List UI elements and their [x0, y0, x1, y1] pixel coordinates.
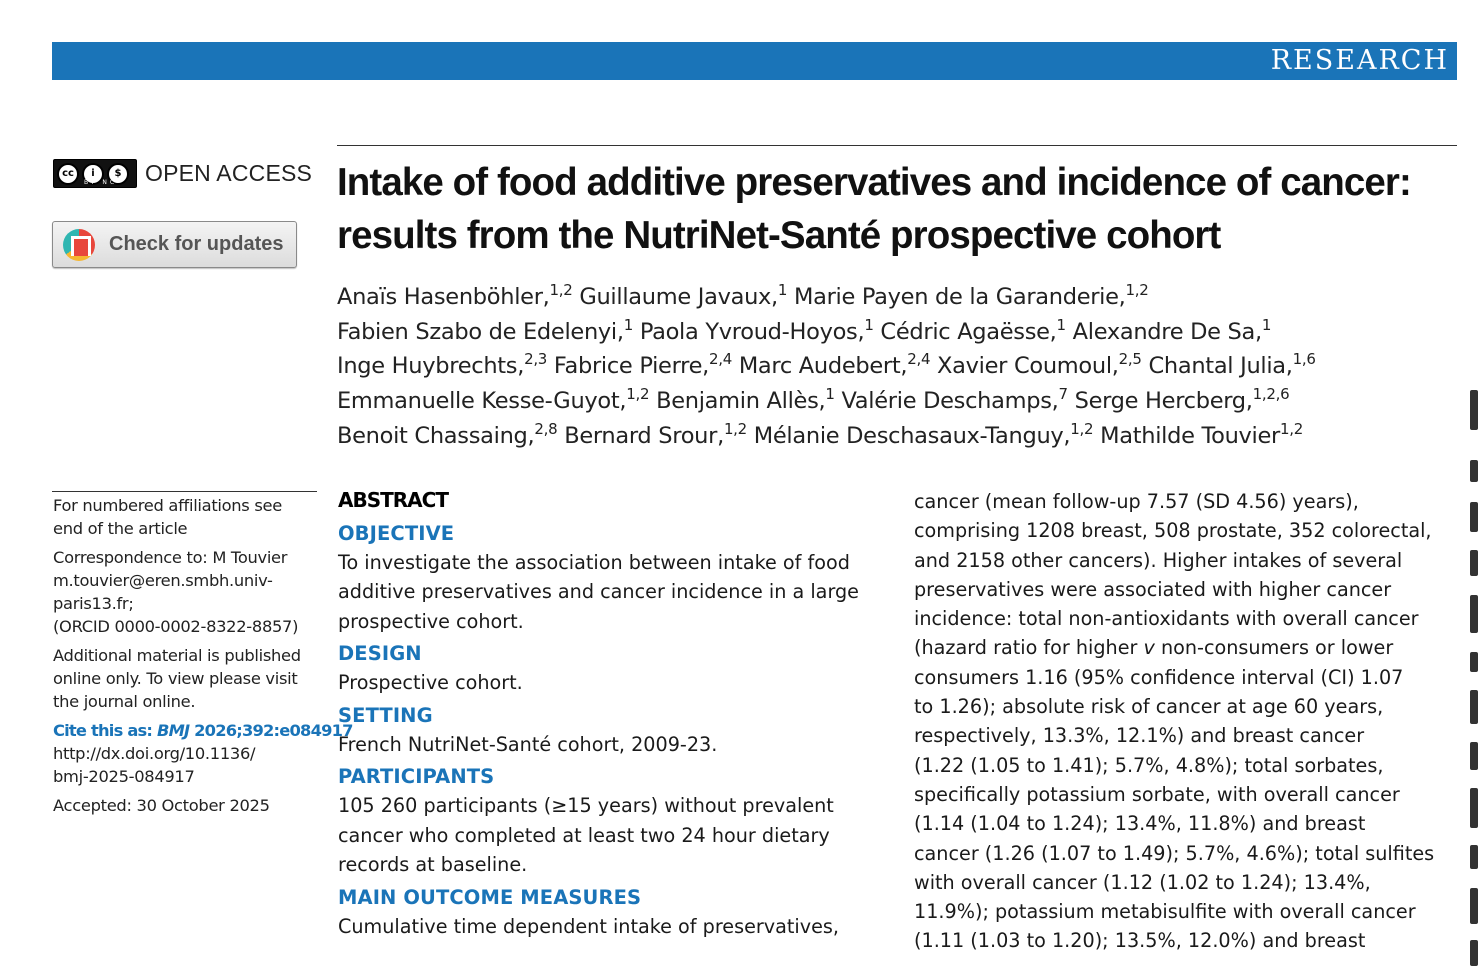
affiliations-line: For numbered affiliations see [53, 496, 282, 515]
cite-prefix: Cite this as: [53, 721, 157, 740]
additional-line: online only. To view please visit [53, 669, 298, 688]
correspondence-label: Correspondence to: [53, 548, 208, 567]
correspondence-email-line[interactable]: m.touvier@eren.smbh.univ- [53, 571, 273, 590]
additional-line: the journal online. [53, 692, 196, 711]
affiliation-number: 1 [1261, 315, 1272, 334]
author-row [337, 384, 1447, 419]
author-name: Valérie Deschamps, [834, 388, 1059, 415]
participants-heading: PARTICIPANTS [338, 765, 495, 788]
author-name: Guillaume Javaux, [572, 284, 778, 310]
citation [53, 719, 353, 788]
outcome-line: Cumulative time dependent intake of preservatives, [338, 914, 840, 938]
accepted-value: 30 October 2025 [131, 796, 270, 815]
versus-italic: v [1143, 636, 1155, 660]
results-line: (hazard ratio for higher v non-consumers or lower [914, 636, 1394, 660]
affiliation-number: 1 [825, 385, 835, 404]
results-line: to 1.26); absolute risk of cancer at age 60 years, [914, 695, 1384, 719]
affiliation-number: 2,8 [534, 419, 558, 438]
author-row [337, 419, 1447, 454]
accepted-label: Accepted: [53, 796, 132, 815]
title-line: results from the NutriNet-Santé prospective cohort [337, 214, 1221, 257]
affiliation-number: 1 [1056, 315, 1066, 334]
design-heading: DESIGN [338, 642, 422, 665]
affiliation-number: 1,2 [1280, 419, 1303, 438]
author-name: Anaïs Hasenböhler, [337, 284, 550, 310]
affiliation-number: 1 [864, 315, 874, 334]
participants-line: records at baseline. [338, 853, 528, 876]
results-line: and 2158 other cancers). Higher intakes of several [914, 548, 1403, 572]
orcid-id: (ORCID 0000-0002-8322-8857) [53, 617, 299, 636]
article-title [337, 156, 1437, 262]
check-for-updates-button[interactable] [52, 221, 297, 268]
author-name: Fabrice Pierre, [547, 353, 709, 380]
author-row [337, 315, 1447, 350]
setting-heading: SETTING [338, 703, 433, 727]
open-access-block [53, 159, 312, 188]
affiliations-note [53, 494, 321, 540]
author-name: Alexandre De Sa, [1065, 318, 1262, 345]
author-name: Inge Huybrechts, [337, 353, 525, 380]
results-line: consumers 1.16 (95% confidence interval (CI) 1.07 [914, 665, 1404, 689]
doi-link[interactable]: http://dx.doi.org/10.1136/ [53, 744, 256, 763]
title-line: Intake of food additive preservatives and incidence of cancer: [337, 161, 1411, 204]
accepted-line [53, 794, 321, 817]
objective-line: prospective cohort. [338, 609, 524, 633]
abstract-heading: ABSTRACT [338, 488, 448, 512]
margin-marks [1466, 390, 1478, 966]
affiliation-number: 1,2 [549, 281, 573, 299]
doi-link[interactable]: bmj-2025-084917 [53, 767, 195, 786]
author-name: Chantal Julia, [1141, 353, 1293, 380]
additional-material-note [53, 644, 321, 713]
affiliation-number: 2,3 [524, 350, 548, 369]
results-line: (1.22 (1.05 to 1.41); 5.7%, 4.8%); total sorbates, [914, 753, 1384, 777]
affiliation-number: 1,2 [1125, 281, 1149, 299]
author-row [337, 349, 1447, 384]
author-name: Marc Audebert, [731, 353, 908, 380]
objective-heading: OBJECTIVE [338, 521, 455, 545]
affiliation-number: 1 [623, 315, 633, 334]
correspondence-name: M Touvier [207, 548, 288, 567]
participants-line: 105 260 participants (≥15 years) without prevalent [338, 794, 834, 817]
results-line: cancer (mean follow-up 7.57 (SD 4.56) years), [914, 490, 1359, 513]
author-name: Paola Yvroud-Hoyos, [632, 318, 865, 345]
results-column [914, 487, 1464, 956]
affiliation-number: 1,2 [1070, 419, 1094, 438]
results-line: cancer (1.26 (1.07 to 1.49); 5.7%, 4.6%); total sulfites [914, 841, 1435, 865]
author-name: Bernard Srour, [557, 422, 724, 449]
objective-line: To investigate the association between intake of food [338, 550, 850, 574]
article-info-sidebar [53, 494, 353, 823]
results-line: specifically potassium sorbate, with overall cancer [914, 782, 1400, 806]
check-for-updates-label: Check for updates [109, 233, 284, 255]
cc-badge-text: BY NC [84, 179, 118, 186]
results-line: respectively, 13.3%, 12.1%) and breast cancer [914, 724, 1365, 748]
affiliation-number: 2,4 [907, 350, 931, 369]
open-access-label: OPEN ACCESS [145, 160, 313, 186]
accepted-date [53, 794, 321, 817]
setting-line: French NutriNet-Santé cohort, 2009-23. [338, 732, 718, 756]
cite-ref: 2026;392:e084917 [189, 721, 353, 740]
cite-as [53, 719, 353, 742]
design-line: Prospective cohort. [338, 671, 523, 694]
section-label: RESEARCH [1270, 45, 1449, 76]
affiliation-number: 1,2,6 [1252, 385, 1290, 404]
author-name: Benoit Chassaing, [337, 422, 535, 449]
author-name: Marie Payen de la Garanderie, [787, 284, 1126, 310]
attribution-icon: i [82, 163, 104, 185]
abstract-column [338, 486, 883, 941]
results-line: comprising 1208 breast, 508 prostate, 352 colorectal, [914, 519, 1432, 543]
correspondence-email-line[interactable]: paris13.fr; [53, 594, 134, 613]
author-name: Fabien Szabo de Edelenyi, [337, 318, 624, 345]
title-divider [337, 145, 1457, 146]
author-name: Mathilde Touvier [1093, 422, 1280, 449]
author-name: Mélanie Deschasaux-Tanguy, [746, 422, 1071, 449]
author-name: Xavier Coumoul, [930, 353, 1119, 380]
cc-icon: cc [57, 163, 79, 185]
affiliations-line: end of the article [53, 519, 188, 538]
affiliation-number: 2,5 [1118, 350, 1142, 369]
results-line: 11.9%); potassium metabisulfite with overall cancer [914, 900, 1416, 924]
creative-commons-icon [53, 159, 137, 188]
affiliation-number: 2,4 [709, 350, 732, 369]
author-name: Cédric Agaësse, [873, 318, 1057, 345]
author-list [337, 280, 1447, 454]
affiliation-number: 1 [777, 281, 788, 299]
affiliation-number: 1,2 [626, 385, 650, 404]
section-banner [52, 42, 1457, 80]
cite-journal: BMJ [157, 721, 190, 740]
results-line: preservatives were associated with higher cancer [914, 577, 1392, 601]
author-row [337, 280, 1447, 315]
correspondence [53, 546, 321, 638]
participants-line: cancer who completed at least two 24 hour dietary [338, 823, 830, 847]
results-line: (1.11 (1.03 to 1.20); 13.5%, 12.0%) and breast [914, 929, 1366, 953]
author-name: Emmanuelle Kesse-Guyot, [337, 388, 627, 415]
author-name: Benjamin Allès, [649, 388, 826, 415]
results-line: (1.14 (1.04 to 1.24); 13.4%, 11.8%) and breast [914, 812, 1366, 836]
affiliation-number: 1,2 [723, 419, 747, 438]
affiliation-number: 1,6 [1292, 350, 1316, 369]
results-line: incidence: total non-antioxidants with overall cancer [914, 607, 1419, 631]
crossmark-icon [63, 229, 95, 261]
outcome-heading: MAIN OUTCOME MEASURES [338, 885, 642, 909]
results-line: with overall cancer (1.12 (1.02 to 1.24); 13.4%, [914, 870, 1371, 894]
sidebar-divider [52, 491, 317, 492]
additional-line: Additional material is published [53, 646, 301, 665]
affiliation-number: 7 [1058, 385, 1068, 404]
objective-line: additive preservatives and cancer incidence in a large [338, 580, 859, 603]
noncommercial-icon: $ [107, 163, 129, 185]
correspondence-heading [53, 546, 321, 569]
author-name: Serge Hercberg, [1067, 388, 1253, 415]
